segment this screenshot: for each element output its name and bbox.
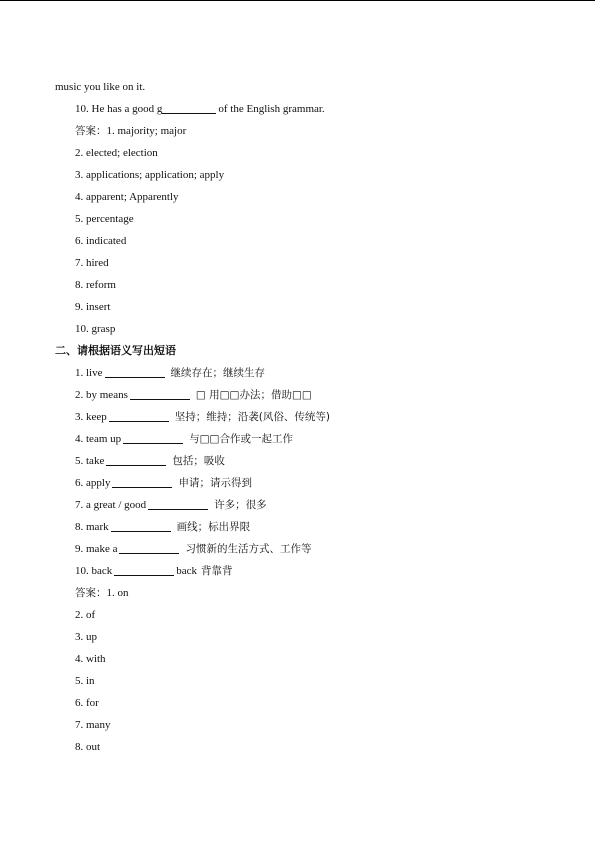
- phrase-prefix: 7. a great / good: [75, 499, 147, 511]
- phrase-meaning: 包括；吸收: [172, 455, 225, 467]
- answer-line: [0, 692, 595, 714]
- answer-line: [0, 142, 595, 164]
- question-10-prefix: 10. He has a good g: [75, 103, 163, 115]
- answer-line: [0, 670, 595, 692]
- continuation-text: music you like on it.: [55, 81, 146, 93]
- answer-item: 6. indicated: [75, 235, 127, 247]
- answer-item: 3. up: [75, 631, 97, 643]
- document-body: [0, 76, 595, 758]
- phrase-meaning: 与□□合作或一起工作: [189, 433, 293, 445]
- answer-item: 1. on: [106, 587, 129, 599]
- answer-item: 9. insert: [75, 301, 111, 313]
- question-10: [0, 98, 595, 120]
- answer-blank: [148, 497, 208, 510]
- answer-item: 2. elected; election: [75, 147, 158, 159]
- section-heading: [0, 340, 595, 362]
- answer-blank: [119, 541, 179, 554]
- phrase-suffix: back: [176, 565, 198, 577]
- answer-line: [0, 318, 595, 340]
- phrase-item: [0, 516, 595, 538]
- section-heading-text: 二、请根据语义写出短语: [55, 344, 176, 357]
- phrase-prefix: 2. by means: [75, 389, 128, 401]
- answer-item: 7. hired: [75, 257, 109, 269]
- answer-line-1: [0, 582, 595, 604]
- answer-item: 4. apparent; Apparently: [75, 191, 179, 203]
- phrase-meaning: 继续存在；继续生存: [170, 367, 265, 379]
- phrase-prefix: 9. make a: [75, 543, 118, 555]
- answer-line: [0, 252, 595, 274]
- phrase-meaning: 习惯新的生活方式、工作等: [185, 543, 312, 555]
- answer-item: 3. applications; application; apply: [75, 169, 225, 181]
- answer-blank: [123, 431, 183, 444]
- answer-item: 2. of: [75, 609, 96, 621]
- top-rule: [0, 0, 595, 1]
- answer-line: [0, 230, 595, 252]
- phrase-meaning: 坚持；维持；沿袭(风俗、传统等): [174, 411, 330, 423]
- answer-blank: [114, 563, 174, 576]
- answer-line: [0, 164, 595, 186]
- phrase-prefix: 4. team up: [75, 433, 122, 445]
- answer-blank: [162, 101, 216, 114]
- phrase-item: [0, 494, 595, 516]
- answer-blank: [109, 409, 169, 422]
- phrase-item: [0, 384, 595, 406]
- answer-blank: [111, 519, 171, 532]
- phrase-meaning: 背靠背: [201, 565, 233, 577]
- answers-label: 答案：: [75, 587, 107, 599]
- answer-item: 1. majority; major: [106, 125, 187, 137]
- phrase-item: [0, 406, 595, 428]
- answer-item: 5. percentage: [75, 213, 134, 225]
- phrase-prefix: 6. apply: [75, 477, 111, 489]
- answer-line: [0, 274, 595, 296]
- phrase-prefix: 8. mark: [75, 521, 109, 533]
- phrase-meaning: □ 用□□办法；借助□□: [195, 389, 312, 401]
- answer-item: 7. many: [75, 719, 111, 731]
- phrase-item: [0, 560, 595, 582]
- continuation-line: [0, 76, 595, 98]
- phrase-meaning: 申请；请示得到: [178, 477, 252, 489]
- answers-label: 答案：: [75, 125, 107, 137]
- answer-item: 8. out: [75, 741, 101, 753]
- answer-item: 10. grasp: [75, 323, 116, 335]
- answer-blank: [130, 387, 190, 400]
- answer-blank: [112, 475, 172, 488]
- phrase-prefix: 3. keep: [75, 411, 107, 423]
- answer-line: [0, 648, 595, 670]
- answer-line: [0, 736, 595, 758]
- answer-line: [0, 604, 595, 626]
- phrase-item: [0, 362, 595, 384]
- phrase-item: [0, 472, 595, 494]
- phrase-prefix: 10. back: [75, 565, 113, 577]
- answer-line: [0, 626, 595, 648]
- answer-line-1: [0, 120, 595, 142]
- answer-item: 8. reform: [75, 279, 116, 291]
- phrase-item: [0, 538, 595, 560]
- answer-item: 4. with: [75, 653, 106, 665]
- answer-line: [0, 186, 595, 208]
- answer-line: [0, 208, 595, 230]
- phrase-item: [0, 428, 595, 450]
- phrase-prefix: 5. take: [75, 455, 105, 467]
- question-10-suffix: of the English grammar.: [218, 103, 325, 115]
- answer-item: 6. for: [75, 697, 99, 709]
- phrase-prefix: 1. live: [75, 367, 103, 379]
- answer-blank: [105, 365, 165, 378]
- answer-item: 5. in: [75, 675, 95, 687]
- phrase-item: [0, 450, 595, 472]
- answer-line: [0, 714, 595, 736]
- phrase-meaning: 许多；很多: [214, 499, 267, 511]
- answer-blank: [106, 453, 166, 466]
- answer-line: [0, 296, 595, 318]
- phrase-meaning: 画线；标出界限: [176, 521, 251, 533]
